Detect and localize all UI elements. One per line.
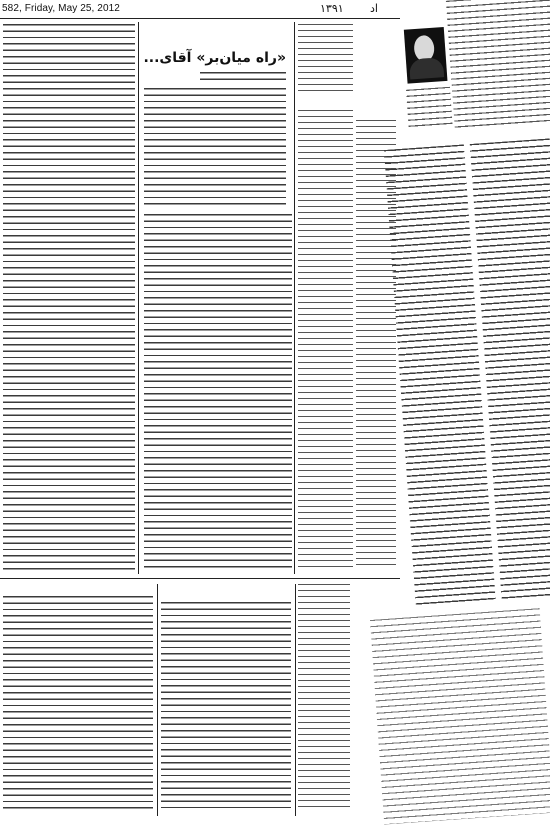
text-column-3 [298, 110, 353, 568]
column-rule-1 [138, 22, 139, 574]
page-folio: 582, Friday, May 25, 2012 [2, 3, 120, 14]
clipping-top-text [446, 0, 550, 128]
clipping-bottom-text [370, 608, 550, 824]
header-rule [0, 18, 400, 19]
bottom-column-rule-1 [157, 584, 158, 816]
clipping-photo [404, 27, 448, 84]
column-rule-2 [294, 22, 295, 574]
main-article-subhead [200, 72, 286, 82]
main-article-intro [144, 88, 286, 208]
main-article-body [144, 214, 292, 570]
bottom-column-1 [3, 596, 153, 811]
clipping-photo-caption [406, 87, 453, 130]
main-article-headline: «راه میان‌بر» آقای... [143, 50, 286, 66]
issue-prefix: اد [370, 2, 378, 15]
year-label: ۱۳۹۱ [320, 2, 344, 15]
bottom-column-2 [161, 602, 291, 812]
text-column-3-top [298, 24, 353, 96]
bottom-column-rule-2 [295, 584, 296, 816]
text-column-1 [3, 24, 135, 572]
newspaper-clipping [378, 0, 550, 833]
section-rule [0, 578, 400, 579]
bottom-column-3 [298, 584, 350, 812]
